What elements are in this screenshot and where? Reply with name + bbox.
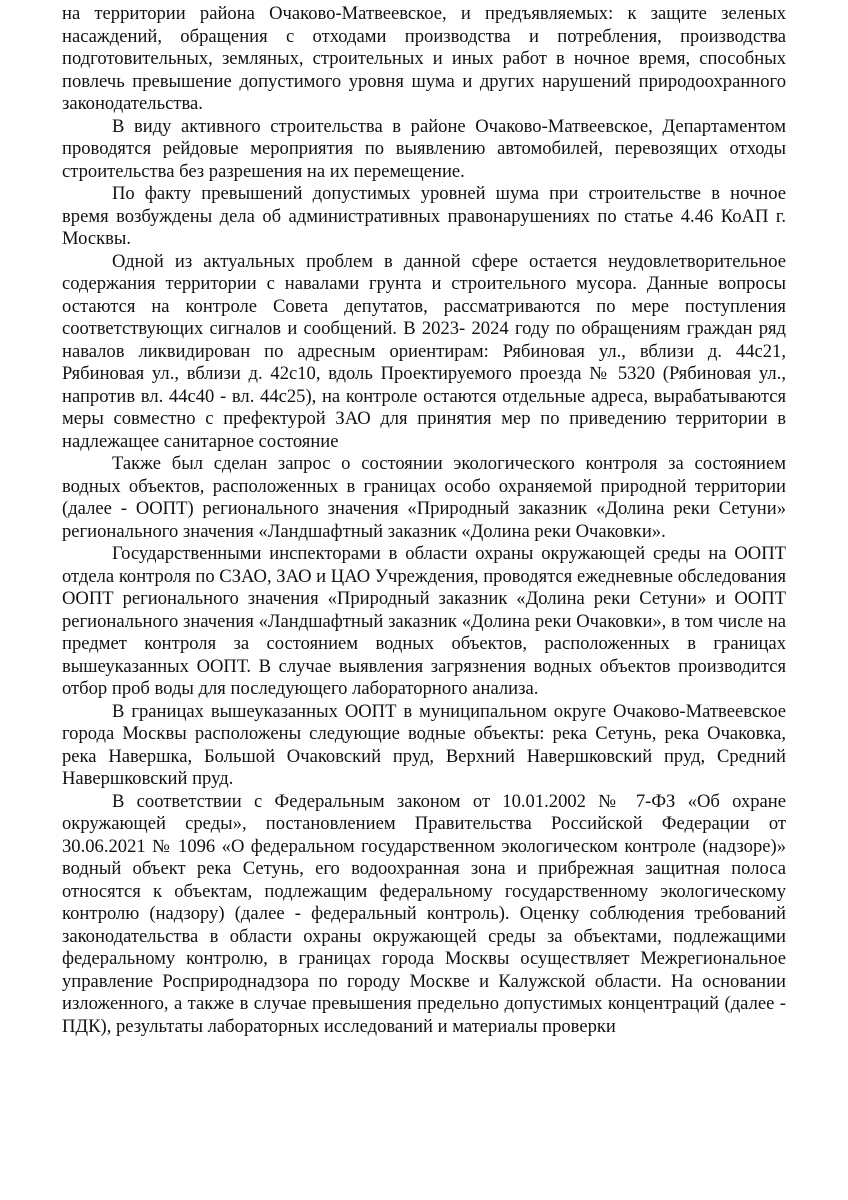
paragraph-water-bodies: В границах вышеуказанных ООПТ в муниципальном округе Очаково-Матвеевское города Москвы расположены следующие водные объекты: река Сетунь, река Очаковка, река Навершка, Большой Очаковский пруд, Верхний Навершковский пруд, Средний Навершковский пруд. [62,700,786,789]
paragraph-continuation: на территории района Очаково-Матвеевское, и предъявляемых: к защите зеленых насаждений, обращения с отходами производства и потребления, производства подготовительных, земляных, строительных и иных работ в ночное время, способных повлечь превышение допустимого уровня шума и других нарушений природоохранного законодательства. [62,3,786,114]
paragraph-construction-raids: В виду активного строительства в районе Очаково-Матвеевское, Департаментом проводятся рейдовые мероприятия по выявлению автомобилей, перевозящих отходы строительства без разрешения на их перемещение. [62,115,786,182]
paragraph-state-inspectors: Государственными инспекторами в области охраны окружающей среды на ООПТ отдела контроля по СЗАО, ЗАО и ЦАО Учреждения, проводятся ежедневные обследования ООПТ регионального значения «Природный заказник «Долина реки Сетуни» и ООПТ регионального значения «Ландшафтный заказник «Долина реки Очаковки», в том числе на предмет контроля за состоянием водных объектов, расположенных в границах вышеуказанных ООПТ. В случае выявления загрязнения водных объектов производится отбор проб воды для последующего лабораторного анализа. [62,543,786,699]
paragraph-noise-violations: По факту превышений допустимых уровней шума при строительстве в ночное время возбуждены дела об административных правонарушениях по статье 4.46 КоАП г. Москвы. [62,183,786,249]
paragraph-federal-law: В соответствии с Федеральным законом от 10.01.2002 № 7-ФЗ «Об охране окружающей среды», постановлением Правительства Российской Федерации от 30.06.2021 № 1096 «О федеральном государственном экологическом контроле (надзоре)» водный объект река Сетунь, его водоохранная зона и прибрежная защитная полоса относятся к объектам, подлежащим федеральному государственному экологическому контролю (надзору) (далее - федеральный контроль). Оценку соблюдения требований законодательства в области охраны окружающей среды за объектами, подлежащими федеральному контролю, в границах города Москвы осуществляет Межрегиональное управление Росприроднадзора по городу Москве и Калужской области. На основании изложенного, а также в случае превышения предельно допустимых концентраций (далее - ПДК), результаты лабораторных исследований и материалы проверки [62,790,786,1037]
paragraph-water-control-request: Также был сделан запрос о состоянии экологического контроля за состоянием водных объектов, расположенных в границах особо охраняемой природной территории (далее - ООПТ) регионального значения «Природный заказник «Долина реки Сетуни» регионального значения «Ландшафтный заказник «Долина реки Очаковки». [62,453,786,542]
paragraph-soil-dumps: Одной из актуальных проблем в данной сфере остается неудовлетворительное содержания территории с навалами грунта и строительного мусора. Данные вопросы остаются на контроле Совета депутатов, рассматриваются по мере поступления соответствующих сигналов и сообщений. В 2023- 2024 году по обращениям граждан ряд навалов ликвидирован по адресным ориентирам: Рябиновая ул., вблизи д. 44с21, Рябиновая ул., вблизи д. 42с10, вдоль Проектируемого проезда № 5320 (Рябиновая ул., напротив вл. 44с40 - вл. 44с25), на контроле остаются отдельные адреса, вырабатываются меры совместно с префектурой ЗАО для принятия мер по приведению территории в надлежащее санитарное состояние [62,250,786,452]
